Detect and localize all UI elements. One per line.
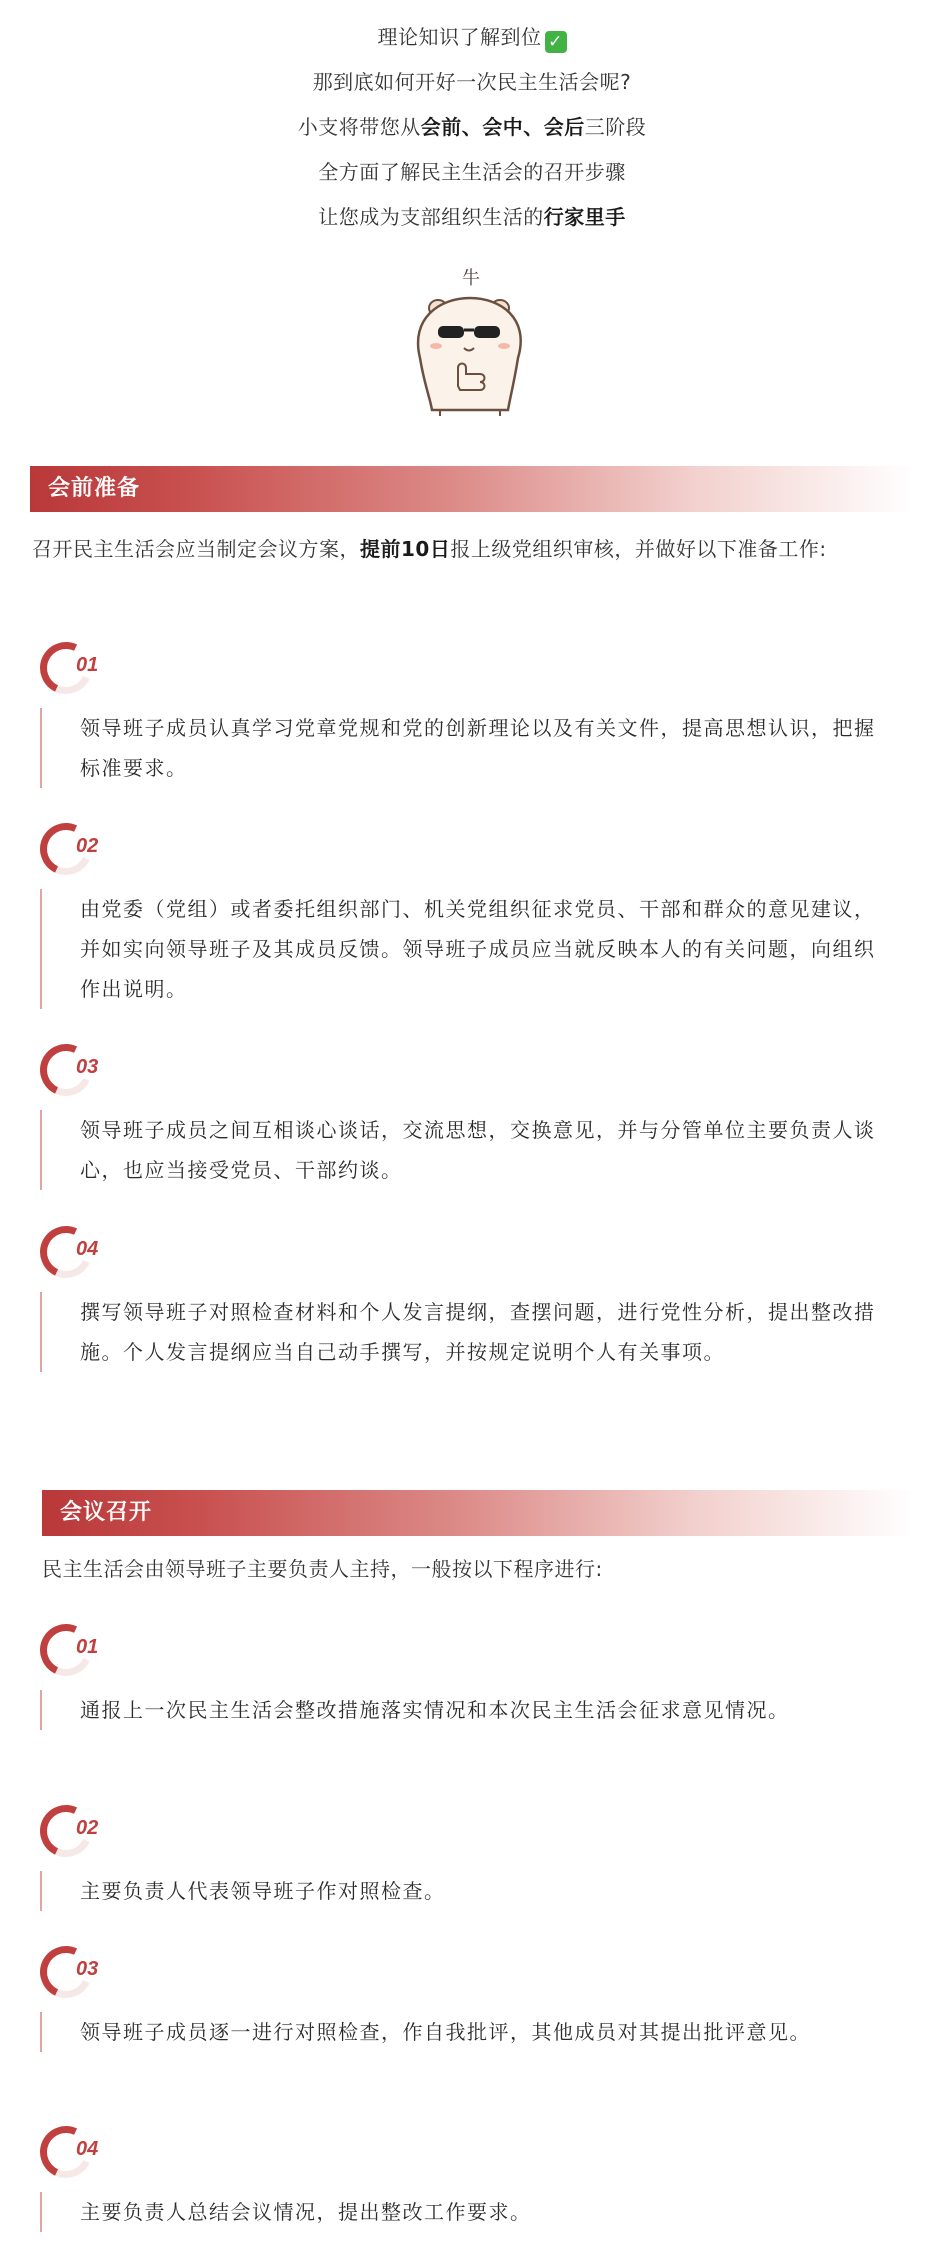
- intro-line-1: [0, 22, 944, 67]
- intro-line-3-bold: 会前、会中、会后: [420, 115, 585, 139]
- step-number: 02: [76, 835, 99, 857]
- section-1-intro-bold: 提前10日: [360, 537, 451, 561]
- step-item: [40, 642, 900, 788]
- intro-line-1-text: 理论知识了解到位: [377, 25, 542, 49]
- step-number: 03: [76, 1056, 99, 1078]
- section-1-intro: [32, 530, 922, 568]
- section-1-intro-pre: 召开民主生活会应当制定会议方案，: [32, 537, 360, 561]
- step-number: 01: [76, 654, 99, 676]
- section-title: 会前准备: [48, 476, 141, 501]
- section-2-intro: 民主生活会由领导班子主要负责人主持，一般按以下程序进行:: [42, 1557, 603, 1581]
- check-mark-icon: ✓: [545, 31, 567, 53]
- step-text: 主要负责人总结会议情况，提出整改工作要求。: [40, 2192, 900, 2232]
- intro-line-2: 那到底如何开好一次民主生活会呢?: [312, 70, 632, 94]
- step-item: [40, 2126, 900, 2232]
- hamster-sunglasses-thumbs-up-icon: [400, 258, 540, 418]
- intro-line-3-post: 三阶段: [584, 115, 647, 139]
- step-text: 由党委（党组）或者委托组织部门、机关党组织征求党员、干部和群众的意见建议，并如实向领导班子及其成员反馈。领导班子成员应当就反映本人的有关问题，向组织作出说明。: [40, 889, 900, 1009]
- step-text: 领导班子成员逐一进行对照检查，作自我批评，其他成员对其提出批评意见。: [40, 2012, 900, 2052]
- section-title: 会议召开: [60, 1500, 153, 1525]
- step-number: 04: [76, 1238, 99, 1260]
- step-text: 领导班子成员认真学习党章党规和党的创新理论以及有关文件，提高思想认识，把握标准要求。: [40, 708, 900, 788]
- step-number-badge: [40, 1805, 120, 1861]
- section-header-meeting: [42, 1490, 914, 1536]
- step-number: 04: [76, 2138, 99, 2160]
- step-item: [40, 1624, 900, 1730]
- section-1-intro-post: 报上级党组织审核，并做好以下准备工作:: [450, 537, 827, 561]
- step-number-badge: [40, 2126, 120, 2182]
- intro-line-3: [0, 112, 944, 157]
- mascot-label: 牛: [462, 268, 480, 289]
- step-number-badge: [40, 642, 120, 698]
- step-number: 02: [76, 1817, 99, 1839]
- step-number-badge: [40, 1226, 120, 1282]
- step-number: 01: [76, 1636, 99, 1658]
- step-number: 03: [76, 1958, 99, 1980]
- intro-line-5: [0, 202, 944, 247]
- step-text: 撰写领导班子对照检查材料和个人发言提纲，查摆问题，进行党性分析，提出整改措施。个人发言提纲应当自己动手撰写，并按规定说明个人有关事项。: [40, 1292, 900, 1372]
- step-text: 主要负责人代表领导班子作对照检查。: [40, 1871, 900, 1911]
- step-number-badge: [40, 1946, 120, 2002]
- step-item: [40, 1805, 900, 1911]
- step-number-badge: [40, 1044, 120, 1100]
- step-item: [40, 1946, 900, 2052]
- step-item: [40, 1044, 900, 1190]
- step-text: 通报上一次民主生活会整改措施落实情况和本次民主生活会征求意见情况。: [40, 1690, 900, 1730]
- step-number-badge: [40, 823, 120, 879]
- intro-line-5-pre: 让您成为支部组织生活的: [318, 205, 544, 229]
- intro-line-4: 全方面了解民主生活会的召开步骤: [318, 160, 626, 184]
- intro-line-5-bold: 行家里手: [543, 205, 626, 229]
- step-number-badge: [40, 1624, 120, 1680]
- intro-block: [0, 22, 944, 247]
- intro-line-3-pre: 小支将带您从: [297, 115, 421, 139]
- step-item: [40, 823, 900, 1009]
- step-text: 领导班子成员之间互相谈心谈话，交流思想，交换意见，并与分管单位主要负责人谈心，也应当接受党员、干部约谈。: [40, 1110, 900, 1190]
- step-item: [40, 1226, 900, 1372]
- section-header-pre-meeting: [30, 466, 914, 512]
